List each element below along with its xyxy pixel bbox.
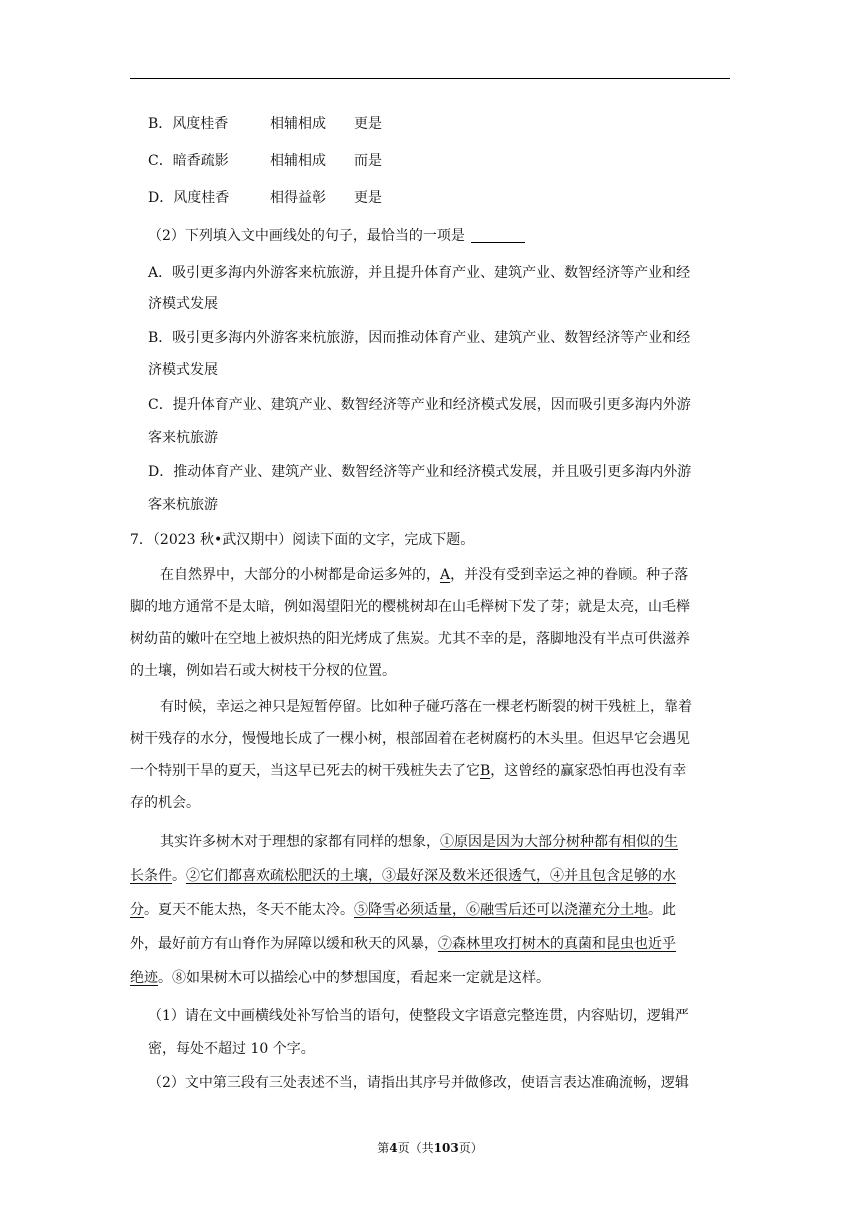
- q2-option-b-line2: 济模式发展: [148, 362, 218, 378]
- header-rule: [130, 78, 730, 79]
- underlined-sentence: ⑤降雪必须适量，⑥融雪后还可以浇灌充分土地: [354, 902, 648, 918]
- q7-sub2-line1: （2）文中第三段有三处表述不当，请指出其序号并做修改，使语言表达准确流畅，逻辑: [148, 1075, 689, 1091]
- q2-option-c-line2: 客来杭旅游: [148, 430, 218, 446]
- page-footer: 第4页（共103页）: [377, 1141, 483, 1155]
- page-number: 4: [389, 1141, 398, 1155]
- option-d-text-b: 相得益彰: [270, 190, 326, 206]
- q2-stem: （2）下列填入文中画线处的句子，最恰当的一项是: [148, 226, 525, 246]
- q7-sub1-line1: （1）请在文中画横线处补写恰当的语句，使整段文字语意完整连贯，内容贴切，逻辑严: [148, 1008, 689, 1024]
- option-d-text-c: 更是: [354, 190, 382, 206]
- q7-p3-line4: 外，最好前方有山脊作为屏障以缓和秋天的风暴，⑦森林里攻打树木的真菌和昆虫也近乎: [130, 936, 676, 952]
- option-c-text-b: 相辅相成: [270, 153, 326, 169]
- q7-p3-line1: 其实许多树木对于理想的家都有同样的想象，①原因是因为大部分树种都有相似的生: [160, 834, 678, 850]
- q2-option-b-line1: B．吸引更多海内外游客来杭旅游，因而推动体育产业、建筑产业、数智经济等产业和经: [148, 330, 691, 346]
- q7-p3-line2: 长条件。②它们都喜欢疏松肥沃的土壤，③最好深及数米还很透气，④并且包含足够的水: [130, 868, 676, 884]
- page-total: 103: [433, 1141, 459, 1155]
- q2-option-a-line2: 济模式发展: [148, 296, 218, 312]
- q7-p1-line2: 脚的地方通常不是太暗，例如渴望阳光的樱桃树却在山毛榉树下发了芽；就是太亮，山毛榉: [130, 599, 690, 615]
- q7-p1-line3: 树幼苗的嫩叶在空地上被炽热的阳光烤成了焦炭。尤其不幸的是，落脚地没有半点可供滋养: [130, 631, 690, 647]
- q7-title: 7．（2023 秋•武汉期中）阅读下面的文字，完成下题。: [130, 532, 475, 548]
- q2-option-a-line1: A．吸引更多海内外游客来杭旅游，并且提升体育产业、建筑产业、数智经济等产业和经: [148, 265, 691, 281]
- q2-option-d-line1: D．推动体育产业、建筑产业、数智经济等产业和经济模式发展，并且吸引更多海内外游: [148, 464, 692, 480]
- option-c-text-a: C．暗香疏影: [148, 153, 229, 169]
- q7-p1-line1: 在自然界中，大部分的小树都是命运多舛的，A，并没有受到幸运之神的眷顾。种子落: [160, 567, 689, 583]
- q7-p2-line3: 一个特别干旱的夏天，当这早已死去的树干残桩失去了它B，这曾经的赢家恐怕再也没有幸: [130, 763, 687, 779]
- q7-p2-line2: 树干残存的水分，慢慢地长成了一棵小树，根部固着在老树腐朽的木头里。但迟早它会遇见: [130, 731, 690, 747]
- option-c-text-c: 而是: [354, 153, 382, 169]
- q7-p2-line4: 存的机会。: [130, 795, 200, 811]
- q7-p1-line4: 的土壤，例如岩石或大树枝干分杈的位置。: [130, 663, 396, 679]
- option-d-text-a: D．风度桂香: [148, 190, 230, 206]
- blank-marker-b: B: [480, 763, 491, 779]
- underlined-sentence: ①原因是因为大部分树种都有相似的生: [440, 834, 678, 850]
- option-c-row: [148, 151, 382, 171]
- underlined-sentence: ⑦森林里攻打树木的真菌和昆虫也近乎: [438, 936, 676, 952]
- q7-p3-line5: 绝迹。⑧如果树木可以描绘心中的梦想国度，看起来一定就是这样。: [130, 970, 550, 986]
- underlined-sentence: ②它们都喜欢疏松肥沃的土壤，③最好深及数米还很透气，④并且包含足够的水: [186, 868, 676, 884]
- option-b-row: [148, 114, 382, 134]
- option-b-text-a: B．风度桂香: [148, 116, 229, 132]
- q2-option-d-line2: 客来杭旅游: [148, 497, 218, 513]
- q7-sub1-line2: 密，每处不超过 10 个字。: [148, 1041, 315, 1057]
- option-b-text-b: 相辅相成: [270, 116, 326, 132]
- q7-p3-line3: 分。夏天不能太热，冬天不能太冷。⑤降雪必须适量，⑥融雪后还可以浇灌充分土地。此: [130, 902, 676, 918]
- option-d-row: [148, 188, 382, 208]
- blank-marker-a: A: [440, 567, 451, 583]
- q7-p2-line1: 有时候，幸运之神只是短暂停留。比如种子碰巧落在一棵老朽断裂的树干残桩上，靠着: [160, 699, 692, 715]
- option-b-text-c: 更是: [354, 116, 382, 132]
- answer-blank: [471, 228, 525, 243]
- q2-option-c-line1: C．提升体育产业、建筑产业、数智经济等产业和经济模式发展，因而吸引更多海内外游: [148, 397, 691, 413]
